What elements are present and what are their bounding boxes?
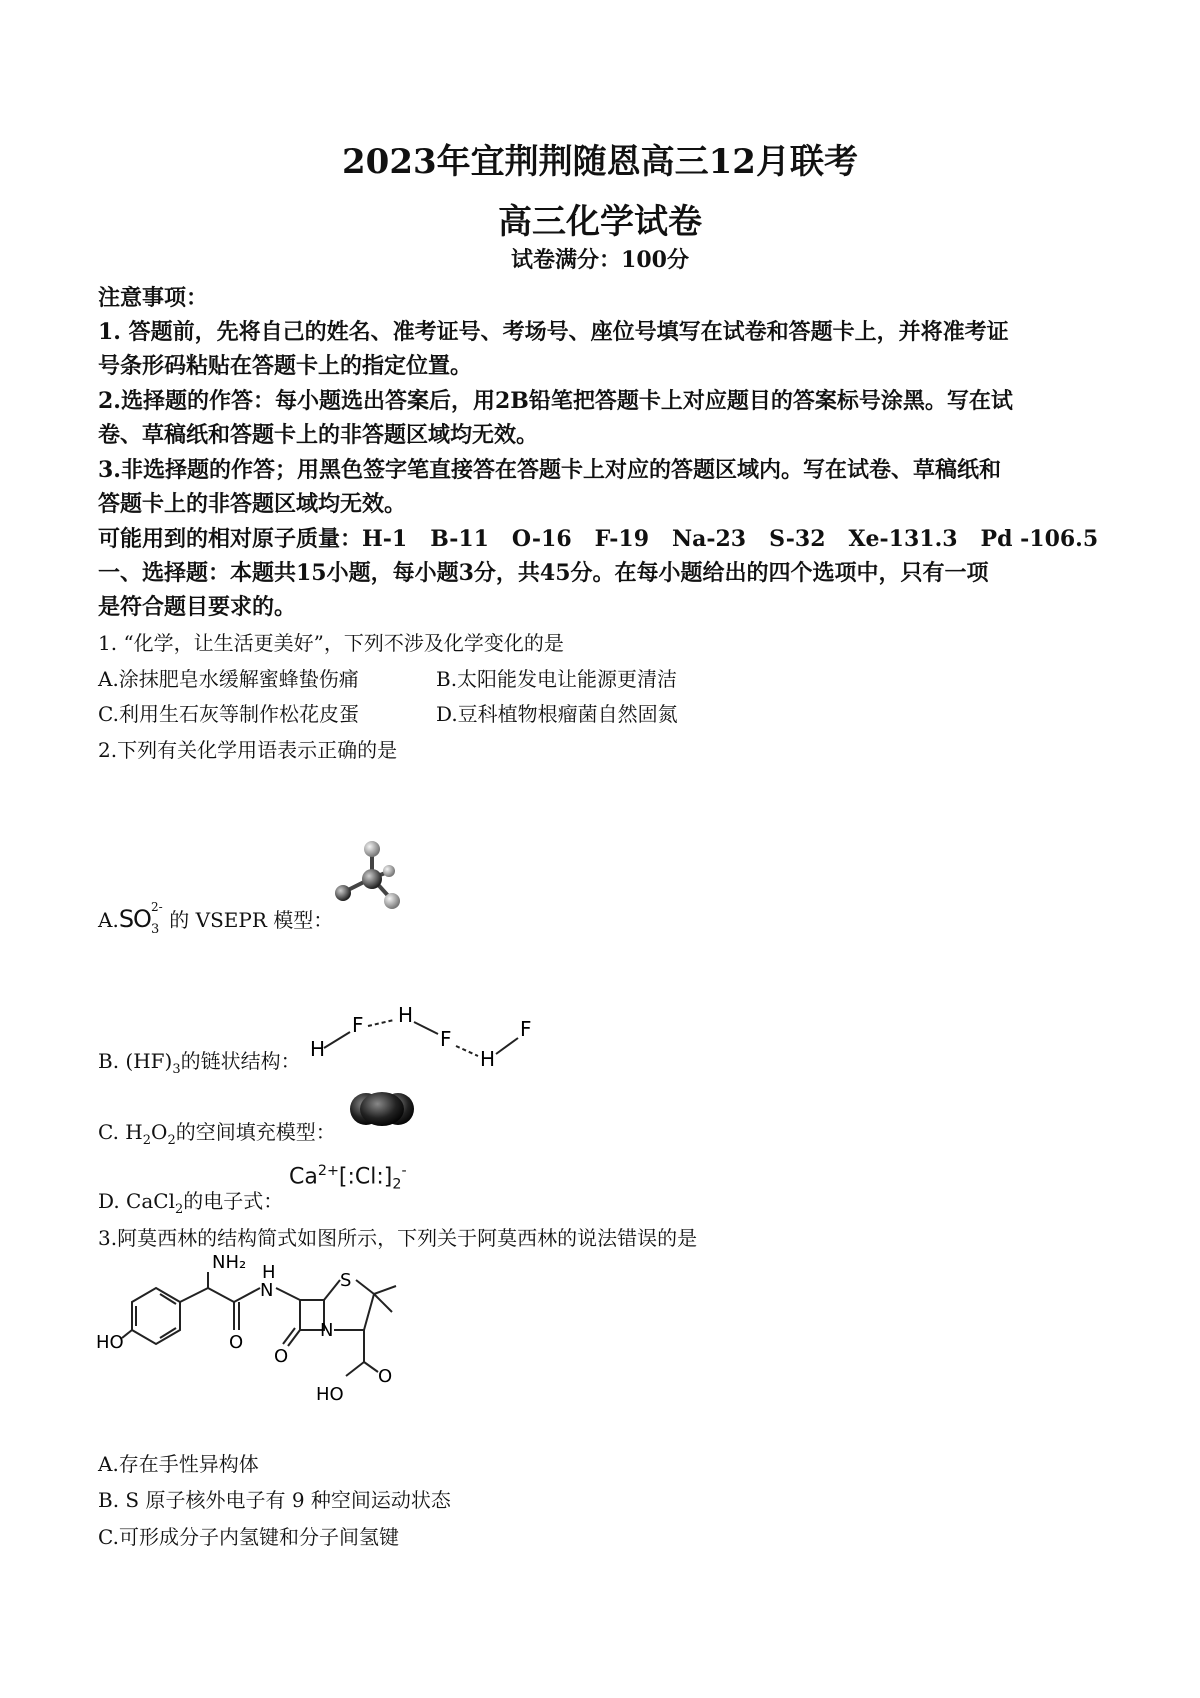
amoxicillin-label-nh2: NH₂ [212, 1252, 247, 1273]
notice-item-1-line-2: 号条形码粘贴在答题卡上的指定位置。 [98, 353, 473, 379]
notice-heading: 注意事项： [98, 285, 209, 311]
atomic-masses: 可能用到的相对原子质量：H-1 B-11 O-16 F-19 Na-23 S-32 Xe-131.3 Pd -106.5 [98, 526, 1099, 552]
hf-trimer-chain-image [300, 1000, 550, 1070]
q1-option-d: D.豆科植物根瘤菌自然固氮 [436, 702, 678, 726]
cacl2-bracket-subscript: 2 [392, 1176, 402, 1193]
full-score: 试卷满分：100分 [511, 247, 689, 273]
cacl2-cl-charge: - [401, 1163, 407, 1179]
q2-option-b-prefix: B. (HF) [98, 1049, 173, 1073]
notice-item-3-line-2: 答题卡上的非答题区域均无效。 [98, 491, 407, 517]
h2o2-o: O [151, 1120, 168, 1144]
sulfite-indices [150, 899, 163, 937]
q2-option-d-suffix: 的电子式： [183, 1189, 284, 1213]
cacl2-electron-formula [289, 1163, 407, 1193]
hf-atom-f3: F [520, 1017, 532, 1041]
amoxicillin-label-s: S [340, 1270, 352, 1291]
hf-atom-f1: F [352, 1013, 364, 1037]
q2-option-a-prefix: A. [98, 908, 119, 932]
cacl2-bracket: [:Cl:] [338, 1164, 393, 1190]
h2o2-subscript-h: 2 [142, 1133, 152, 1148]
hf-atom-h3: H [480, 1047, 496, 1070]
q1-option-b: B.太阳能发电让能源更清洁 [436, 667, 678, 691]
sulfite-charge: 2- [150, 899, 163, 914]
q2-option-a-suffix: 的 VSEPR 模型： [169, 908, 334, 932]
amoxicillin-label-n2: N [320, 1320, 334, 1341]
q3-option-a: A.存在手性异构体 [98, 1452, 259, 1476]
amoxicillin-label-n1: N [260, 1280, 274, 1301]
q2-option-b [98, 1045, 301, 1077]
hf-atom-f2: F [440, 1027, 452, 1051]
amoxicillin-label-h: H [262, 1262, 276, 1283]
notice-item-2-line-1: 2.选择题的作答：每小题选出答案后，用2B铅笔把答题卡上对应题目的答案标号涂黑。写在试 [98, 388, 1013, 414]
notice-item-1-line-1: 1. 答题前，先将自己的姓名、准考证号、考场号、座位号填写在试卷和答题卡上，并将准考证 [98, 319, 1009, 345]
q2-option-d [98, 1185, 283, 1217]
amoxicillin-structure-image [96, 1250, 446, 1430]
notice-item-2-line-2: 卷、草稿纸和答题卡上的非答题区域均无效。 [98, 422, 539, 448]
sulfite-formula: SO [118, 905, 151, 933]
exam-title: 2023年宜荆荆随恩高三12月联考 [342, 142, 858, 182]
amoxicillin-label-ho: HO [96, 1332, 124, 1353]
amoxicillin-label-o3: O [378, 1366, 393, 1387]
q2-option-c-prefix: C. H [98, 1120, 143, 1144]
q1-option-c: C.利用生石灰等制作松花皮蛋 [98, 702, 359, 726]
cacl2-ca-charge: 2+ [317, 1163, 339, 1179]
notice-item-3-line-1: 3.非选择题的作答；用黑色签字笔直接答在答题卡上对应的答题区域内。写在试卷、草稿纸和 [98, 457, 1001, 483]
hf-subscript: 3 [172, 1062, 181, 1077]
q3-stem: 3.阿莫西林的结构简式如图所示，下列关于阿莫西林的说法错误的是 [98, 1226, 698, 1250]
h2o2-space-filling-model-image [344, 1089, 420, 1129]
amoxicillin-label-o1: O [229, 1332, 244, 1353]
sulfite-vsepr-model-image [330, 838, 420, 918]
hf-atom-h2: H [398, 1003, 414, 1027]
q2-option-d-prefix: D. CaCl [98, 1189, 175, 1213]
section-1-line-1: 一、选择题：本题共15小题，每小题3分，共45分。在每小题给出的四个选项中，只有一项 [98, 560, 989, 586]
cacl2-ca: Ca [289, 1164, 318, 1190]
q3-option-b: B. S 原子核外电子有 9 种空间运动状态 [98, 1488, 451, 1512]
q2-option-c [98, 1116, 336, 1148]
q2-option-b-suffix: 的链状结构： [180, 1049, 301, 1073]
amoxicillin-label-ho2: HO [316, 1384, 344, 1405]
q2-option-a [98, 899, 334, 937]
cacl2-subscript: 2 [174, 1202, 184, 1217]
hf-atom-h1: H [310, 1037, 326, 1061]
section-1-line-2: 是符合题目要求的。 [98, 594, 297, 620]
sulfite-subscript: 3 [150, 921, 160, 937]
h2o2-subscript-o: 2 [167, 1133, 176, 1148]
q2-option-c-suffix: 的空间填充模型： [175, 1120, 336, 1144]
q2-stem: 2.下列有关化学用语表示正确的是 [98, 738, 398, 762]
amoxicillin-label-o2: O [274, 1346, 289, 1367]
exam-subtitle: 高三化学试卷 [498, 202, 702, 242]
q1-stem: 1. “化学，让生活更美好”，下列不涉及化学变化的是 [98, 631, 564, 655]
q1-option-a: A.涂抹肥皂水缓解蜜蜂蛰伤痛 [98, 667, 359, 691]
q3-option-c: C.可形成分子内氢键和分子间氢键 [98, 1525, 399, 1549]
